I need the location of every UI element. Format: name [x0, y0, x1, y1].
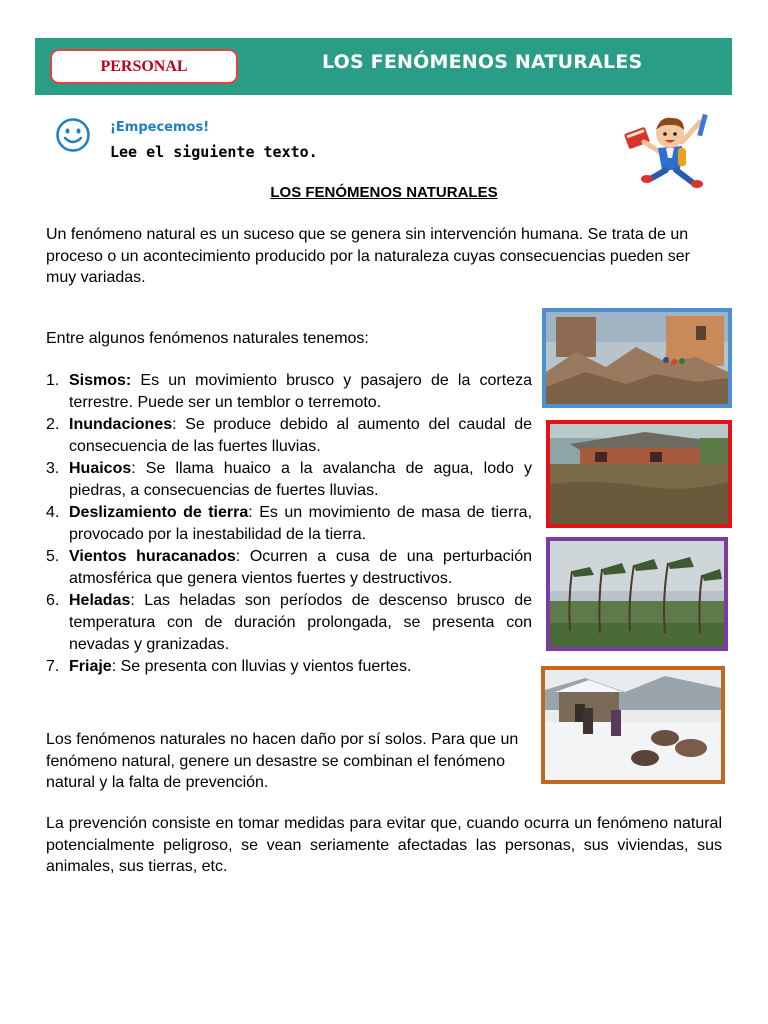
list-item-term: Sismos:	[69, 372, 132, 389]
list-item-number: 4.	[46, 504, 60, 521]
list-item-term: Huaicos	[69, 460, 132, 477]
smiley-icon	[55, 117, 91, 153]
list-item-text: : Las heladas son períodos de descenso brusco de temperatura con de duración prolongada, se presenta con nevadas y granizadas.	[69, 592, 532, 653]
list-item-term: Friaje	[69, 658, 112, 675]
list-item-number: 1.	[46, 372, 60, 389]
list-item-text: Es un movimiento brusco y pasajero de la corteza terrestre. Puede ser un temblor o terremoto.	[69, 372, 532, 411]
list-item-number: 7.	[46, 658, 60, 675]
list-item-term: Deslizamiento de tierra	[69, 504, 249, 521]
list-item	[46, 546, 532, 590]
intro-paragraph: Un fenómeno natural es un suceso que se genera sin intervención humana. Se trata de un proceso o un acontecimiento producido por la naturaleza cuyas consecuencias pueden ser muy variadas.	[46, 226, 690, 286]
phenomena-list	[46, 370, 532, 678]
list-item-text: : Ocurren a cusa de una perturbación atmosférica que genera vientos fuertes y destructivos.	[69, 548, 532, 587]
list-item-term: Inundaciones	[69, 416, 173, 433]
list-item-text: : Se llama huaico a la avalancha de agua, lodo y piedras, a consecuencias de fuertes lluvias.	[69, 460, 532, 499]
list-item	[46, 656, 532, 678]
prevention-paragraph: La prevención consiste en tomar medidas para evitar que, cuando ocurra un fenómeno natural potencialmente peligroso, se vean seriamente afectadas las personas, sus viviendas, sus animales, sus tierras, etc.	[46, 815, 722, 875]
list-item	[46, 370, 532, 414]
damage-paragraph: Los fenómenos naturales no hacen daño por sí solos. Para que un fenómeno natural, genere un desastre se combinan el fenómeno natural y la falta de prevención.	[46, 731, 519, 791]
personal-badge-label: PERSONAL	[100, 57, 188, 75]
list-item-text: : Se produce debido al aumento del caudal de consecuencia de las fuertes lluvias.	[69, 416, 532, 455]
running-student-illustration	[620, 112, 720, 192]
flood-photo	[546, 420, 732, 528]
list-item-number: 3.	[46, 460, 60, 477]
list-lead-paragraph: Entre algunos fenómenos naturales tenemos:	[46, 330, 369, 347]
hurricane-winds-photo	[546, 537, 728, 651]
earthquake-photo	[542, 308, 732, 408]
list-item	[46, 502, 532, 546]
list-item	[46, 458, 532, 502]
personal-badge	[50, 49, 238, 84]
list-item-number: 5.	[46, 548, 60, 565]
frost-photo	[541, 666, 725, 784]
greeting-text: ¡Empecemos!	[110, 120, 210, 135]
instruction-text: Lee el siguiente texto.	[110, 143, 318, 161]
header-title: LOS FENÓMENOS NATURALES	[322, 51, 643, 73]
list-item-term: Heladas	[69, 592, 131, 609]
list-item	[46, 414, 532, 458]
list-item-text: : Es un movimiento de masa de tierra, provocado por la inestabilidad de la tierra.	[69, 504, 533, 543]
list-item-text: : Se presenta con lluvias y vientos fuertes.	[111, 658, 412, 675]
list-item-number: 2.	[46, 416, 60, 433]
list-item-term: Vientos huracanados	[69, 548, 236, 565]
document-title: LOS FENÓMENOS NATURALES	[270, 184, 498, 201]
list-item	[46, 590, 532, 656]
page-header	[35, 38, 732, 95]
list-item-number: 6.	[46, 592, 60, 609]
